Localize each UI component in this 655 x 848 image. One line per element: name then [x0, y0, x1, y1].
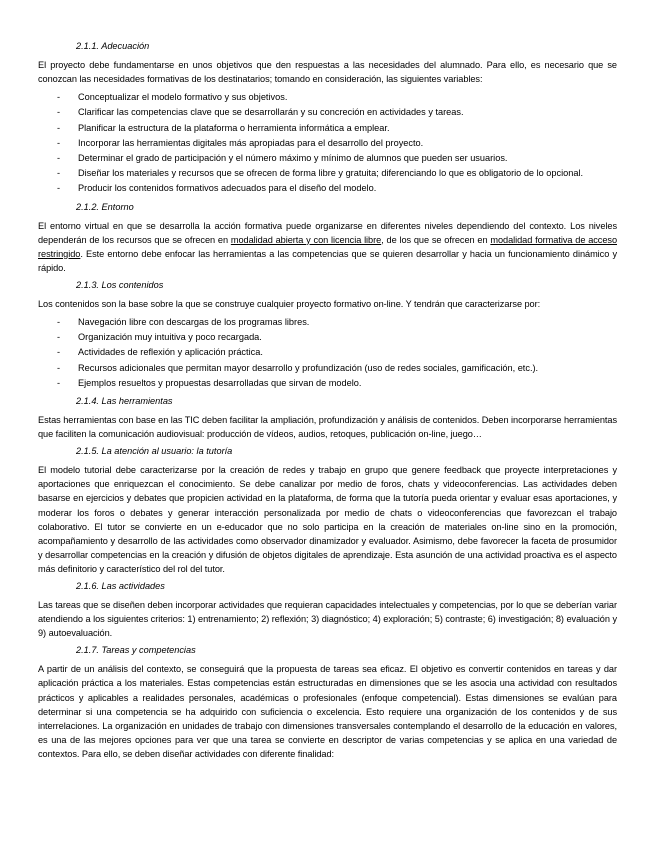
link-modalidad-restringida[interactable]: modalidad formativa de acceso restringido — [38, 234, 618, 259]
list-item: - Producir los contenidos formativos adecuados para el diseño del modelo. — [38, 181, 617, 196]
dash-bullet-icon: - — [57, 183, 61, 194]
dash-bullet-icon: - — [57, 92, 61, 103]
section-heading-actividades: 2.1.6. Las actividades — [76, 581, 165, 592]
dash-bullet-icon: - — [57, 137, 61, 148]
list-item: - Determinar el grado de participación y el número máximo y mínimo de alumnos que pueden ser usuarios. — [38, 151, 617, 166]
section-heading-tutoria: 2.1.5. La atención al usuario: la tutoría — [76, 446, 233, 457]
list-item: - Diseñar los materiales y recursos que se ofrecen de forma libre y gratuita; diferenciando lo que es obligatorio de lo opcional. — [38, 166, 617, 181]
dash-bullet-icon: - — [57, 317, 61, 328]
section-heading-entorno: 2.1.2. Entorno — [76, 201, 134, 212]
link-modalidad-abierta[interactable]: modalidad abierta y con licencia libre — [230, 234, 382, 245]
bullet-list-adecuacion — [38, 90, 617, 196]
dash-bullet-icon: - — [57, 332, 61, 343]
bullet-list-contenidos — [38, 315, 617, 391]
list-item: - Recursos adicionales que permitan mayor desarrollo y profundización (uso de redes sociales, gamificación, etc.). — [38, 361, 617, 376]
dash-bullet-icon: - — [57, 122, 61, 133]
list-item: - Clarificar las competencias clave que se desarrollarán y su concreción en actividades y tareas. — [38, 105, 617, 120]
list-item: - Planificar la estructura de la plataforma o herramienta informática a emplear. — [38, 121, 617, 136]
section-paragraph-entorno: El entorno virtual en que se desarrolla la acción formativa puede organizarse en diferentes niveles dependiendo del contexto. Los niveles dependerán de los recursos que se ofrecen en modalidad abierta y con licencia libre, de los que se ofrecen en modalidad formativa de acceso restringido. Este entorno debe enfocar las herramientas a las competencias que se quieren desarrollar y hacia un funcionamiento dinámico y rápido. — [38, 220, 618, 273]
list-item: - Actividades de reflexión y aplicación práctica. — [38, 345, 617, 360]
section-heading-contenidos: 2.1.3. Los contenidos — [76, 279, 164, 290]
section-paragraph-tutoria: El modelo tutorial debe caracterizarse por la creación de redes y trabajo en grupo que genere feedback que proyecte interpretaciones y aportaciones que enriquezcan el conocimiento. Se debe canalizar por medio de foros, chats y videoconferencias. Las actividades deben basarse en ejercicios y debates que propicien actividad en la plataforma, de forma que la tutoría pueda orientar y evaluar esas aportaciones, y moderar los foros o debates y generar interacción personalizada por medio de chats o videoconferencias que favorezcan el trabajo colaborativo. El tutor se convierte en un e-educador que no solo participa en la creación de materiales on-line sino en la promoción, acompañamiento y desarrollo de las actividades como observador dinamizador y evaluador. Asimismo, debe favorecer la faceta de prosumidor y desarrollar competencias en la creación y difusión de objetos digitales de aprendizaje. Esta asunción de una actividad proactiva es el aspecto más definitorio y característico del rol del tutor. — [38, 465, 617, 574]
dash-bullet-icon: - — [57, 362, 61, 373]
section-paragraph-actividades: Las tareas que se diseñen deben incorporar actividades que requieran capacidades intelectuales y competencias, por lo que se deberían variar atendiendo a los siguientes criterios: 1) entrenamiento; 2) reflexión; 3) diagnóstico; 4) exploración; 5) contraste; 6) investigación; 8) evaluación y 9) autoevaluación. — [38, 600, 617, 639]
list-item: - Ejemplos resueltos y propuestas desarrolladas que sirvan de modelo. — [38, 376, 617, 391]
dash-bullet-icon: - — [57, 347, 61, 358]
document-page — [38, 40, 617, 765]
dash-bullet-icon: - — [57, 377, 61, 388]
section-heading-adecuacion: 2.1.1. Adecuación — [76, 41, 150, 51]
dash-bullet-icon: - — [57, 168, 61, 179]
section-paragraph-herramientas: Estas herramientas con base en las TIC deben facilitar la ampliación, profundización y análisis de contenidos. Deben incorporarse herramientas que faciliten la comunicación audiovisual: producción de vídeos, audios, retoques, publicación on-line, juego… — [38, 415, 618, 440]
list-item: - Conceptualizar el modelo formativo y sus objetivos. — [38, 90, 617, 105]
dash-bullet-icon: - — [57, 107, 61, 118]
section-paragraph-contenidos: Los contenidos son la base sobre la que se construye cualquier proyecto formativo on-line. Y tendrán que caracterizarse por: — [38, 298, 541, 309]
list-item: - Incorporar las herramientas digitales más apropiadas para el desarrollo del proyecto. — [38, 136, 617, 151]
section-heading-tareas: 2.1.7. Tareas y competencias — [76, 645, 196, 656]
list-item: - Navegación libre con descargas de los programas libres. — [38, 315, 617, 330]
list-item: - Organización muy intuitiva y poco recargada. — [38, 330, 617, 345]
dash-bullet-icon: - — [57, 153, 61, 163]
section-heading-herramientas: 2.1.4. Las herramientas — [76, 396, 173, 407]
section-paragraph-tareas: A partir de un análisis del contexto, se conseguirá que la propuesta de tareas sea eficaz. El objetivo es convertir contenidos en tareas y dar aplicación práctica a los materiales. Estas competencias están estructuradas en dimensiones que se les asocia una actividad con resultados prácticos y aplicables a realidades personales, académicas o profesionales (enfoque competencial). Estas dimensiones se evalúan para determinar si una competencia se ha adquirido con suficiencia o excelencia. Esto requiere una organización de los contenidos y de sus interrelaciones. La organización en unidades de trabajo con dimensiones transversales contemplando el desarrollo de la educación en valores, es una de las mejores opciones para ver que una tarea se convierte en descriptor de varias competencias y se aplica en una variedad de contextos. Para ello, se deben diseñar actividades con diferente finalidad: — [38, 664, 617, 759]
section-paragraph-adecuacion: El proyecto debe fundamentarse en unos objetivos que den respuestas a las necesidades del alumnado. Para ello, es necesario que se conozcan las necesidades formativas de los destinatarios; tomando en consideración, las siguientes variables: — [38, 60, 617, 85]
